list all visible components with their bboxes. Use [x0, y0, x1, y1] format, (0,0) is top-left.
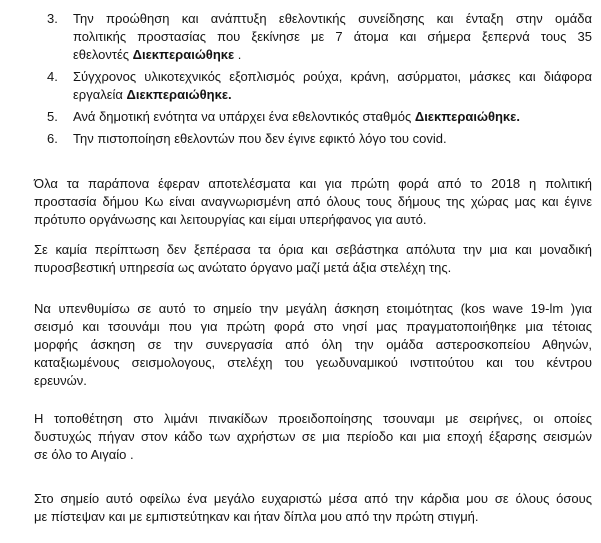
list-item-4	[47, 68, 592, 104]
list-number: 6.	[47, 131, 58, 146]
paragraph-thanks	[34, 490, 592, 526]
list-number: 4.	[47, 69, 58, 84]
list-line: Την προώθηση και ανάπτυξη εθελοντικής συνείδησης και ένταξη στην ομάδα	[73, 11, 592, 26]
paragraph-line: πυροσβεστική υπηρεσία ως ανώτατο όργανο μαζί μετά άξια στελέχη της.	[34, 260, 452, 275]
paragraph-line: πρότυπο οργάνωσης και λειτουργίας και είμαι υπερήφανος για αυτό.	[34, 212, 427, 227]
paragraph-line: μορφής άσκηση σε την συνεργασία από όλη την ομάδα αστεροσκοπείου Αθηνών,	[34, 337, 592, 352]
paragraph-line: σε όλο το Αιγαίο .	[34, 447, 134, 462]
paragraph-line: Όλα τα παράπονα έφεραν αποτελέσματα και για πρώτη φορά από το 2018 η πολιτική	[34, 176, 592, 191]
paragraph-line: δυστυχώς πήγαν στον κάδο των αχρήστων σε μια περίοδο και μια εποχή έξαρσης σεισμών	[34, 429, 592, 444]
list-line: Σύγχρονος υλικοτεχνικός εξοπλισμός ρούχα, κράνη, ασύρματοι, μάσκες και διάφορα	[73, 69, 592, 84]
list-line: Την πιστοποίηση εθελοντών που δεν έγινε εφικτό λόγο του covid.	[73, 131, 447, 146]
paragraph-fire-service	[34, 241, 592, 277]
paragraph-line: Στο σημείο αυτό οφείλω ένα μεγάλο ευχαριστώ μέσα από την κάρδια μου σε όλους όσους	[34, 491, 592, 506]
list-tail: .	[234, 47, 242, 62]
list-number: 3.	[47, 11, 58, 26]
status-completed: Διεκπεραιώθηκε	[132, 47, 235, 62]
list-item-3	[47, 10, 592, 64]
paragraph-line: σεισμό και τσουνάμι που για πρώτη φορά στο νησί μας πραγματοποιήθηκε μια τέτοιας	[34, 319, 592, 334]
paragraph-line: προστασία δήμου Κω είναι αναγνωρισμένη από όλους τους δήμους της χώρας μας και έγινε	[34, 194, 592, 209]
paragraph-line: Σε καμία περίπτωση δεν ξεπέρασα τα όρια και σεβάστηκα απόλυτα την μια και μοναδική	[34, 242, 592, 257]
paragraph-line: Να υπενθυμίσω σε αυτό το σημείο την μεγάλη άσκηση ετοιμότητας (kos wave 19-lm )για	[34, 301, 592, 316]
status-completed: Διεκπεραιώθηκε.	[414, 109, 520, 124]
paragraph-tsunami-signs	[34, 410, 592, 464]
paragraph-line: με πίστεψαν και με εμπιστεύτηκαν και ήταν δίπλα μου από την πρώτη στιγμή.	[34, 509, 479, 524]
list-line: πολιτικής προστασίας που ξεκίνησε με 7 άτομα και σήμερα ξεπερνά τους 35	[73, 29, 592, 44]
list-item-5	[47, 108, 592, 126]
list-number: 5.	[47, 109, 58, 124]
paragraph-achievements	[34, 175, 592, 229]
paragraph-line: καταξιωμένους σεισμολογους, στελέχη του γεωδυναμικού ινστιτούτου και του κέντρου	[34, 355, 592, 370]
list-line: Ανά δημοτική ενότητα να υπάρχει ένα εθελοντικός σταθμός	[73, 109, 415, 124]
list-item-6	[47, 130, 592, 148]
paragraph-line: Η τοποθέτηση στο λιμάνι πινακίδων προειδοποίησης τσουναμι με σειρήνες, οι οποίες	[34, 411, 592, 426]
status-completed: Διεκπεραιώθηκε.	[126, 87, 232, 102]
numbered-list	[47, 10, 592, 152]
list-line: εθελοντές	[73, 47, 133, 62]
list-line: εργαλεία	[73, 87, 127, 102]
paragraph-exercise	[34, 300, 592, 390]
paragraph-line: ερευνών.	[34, 373, 87, 388]
